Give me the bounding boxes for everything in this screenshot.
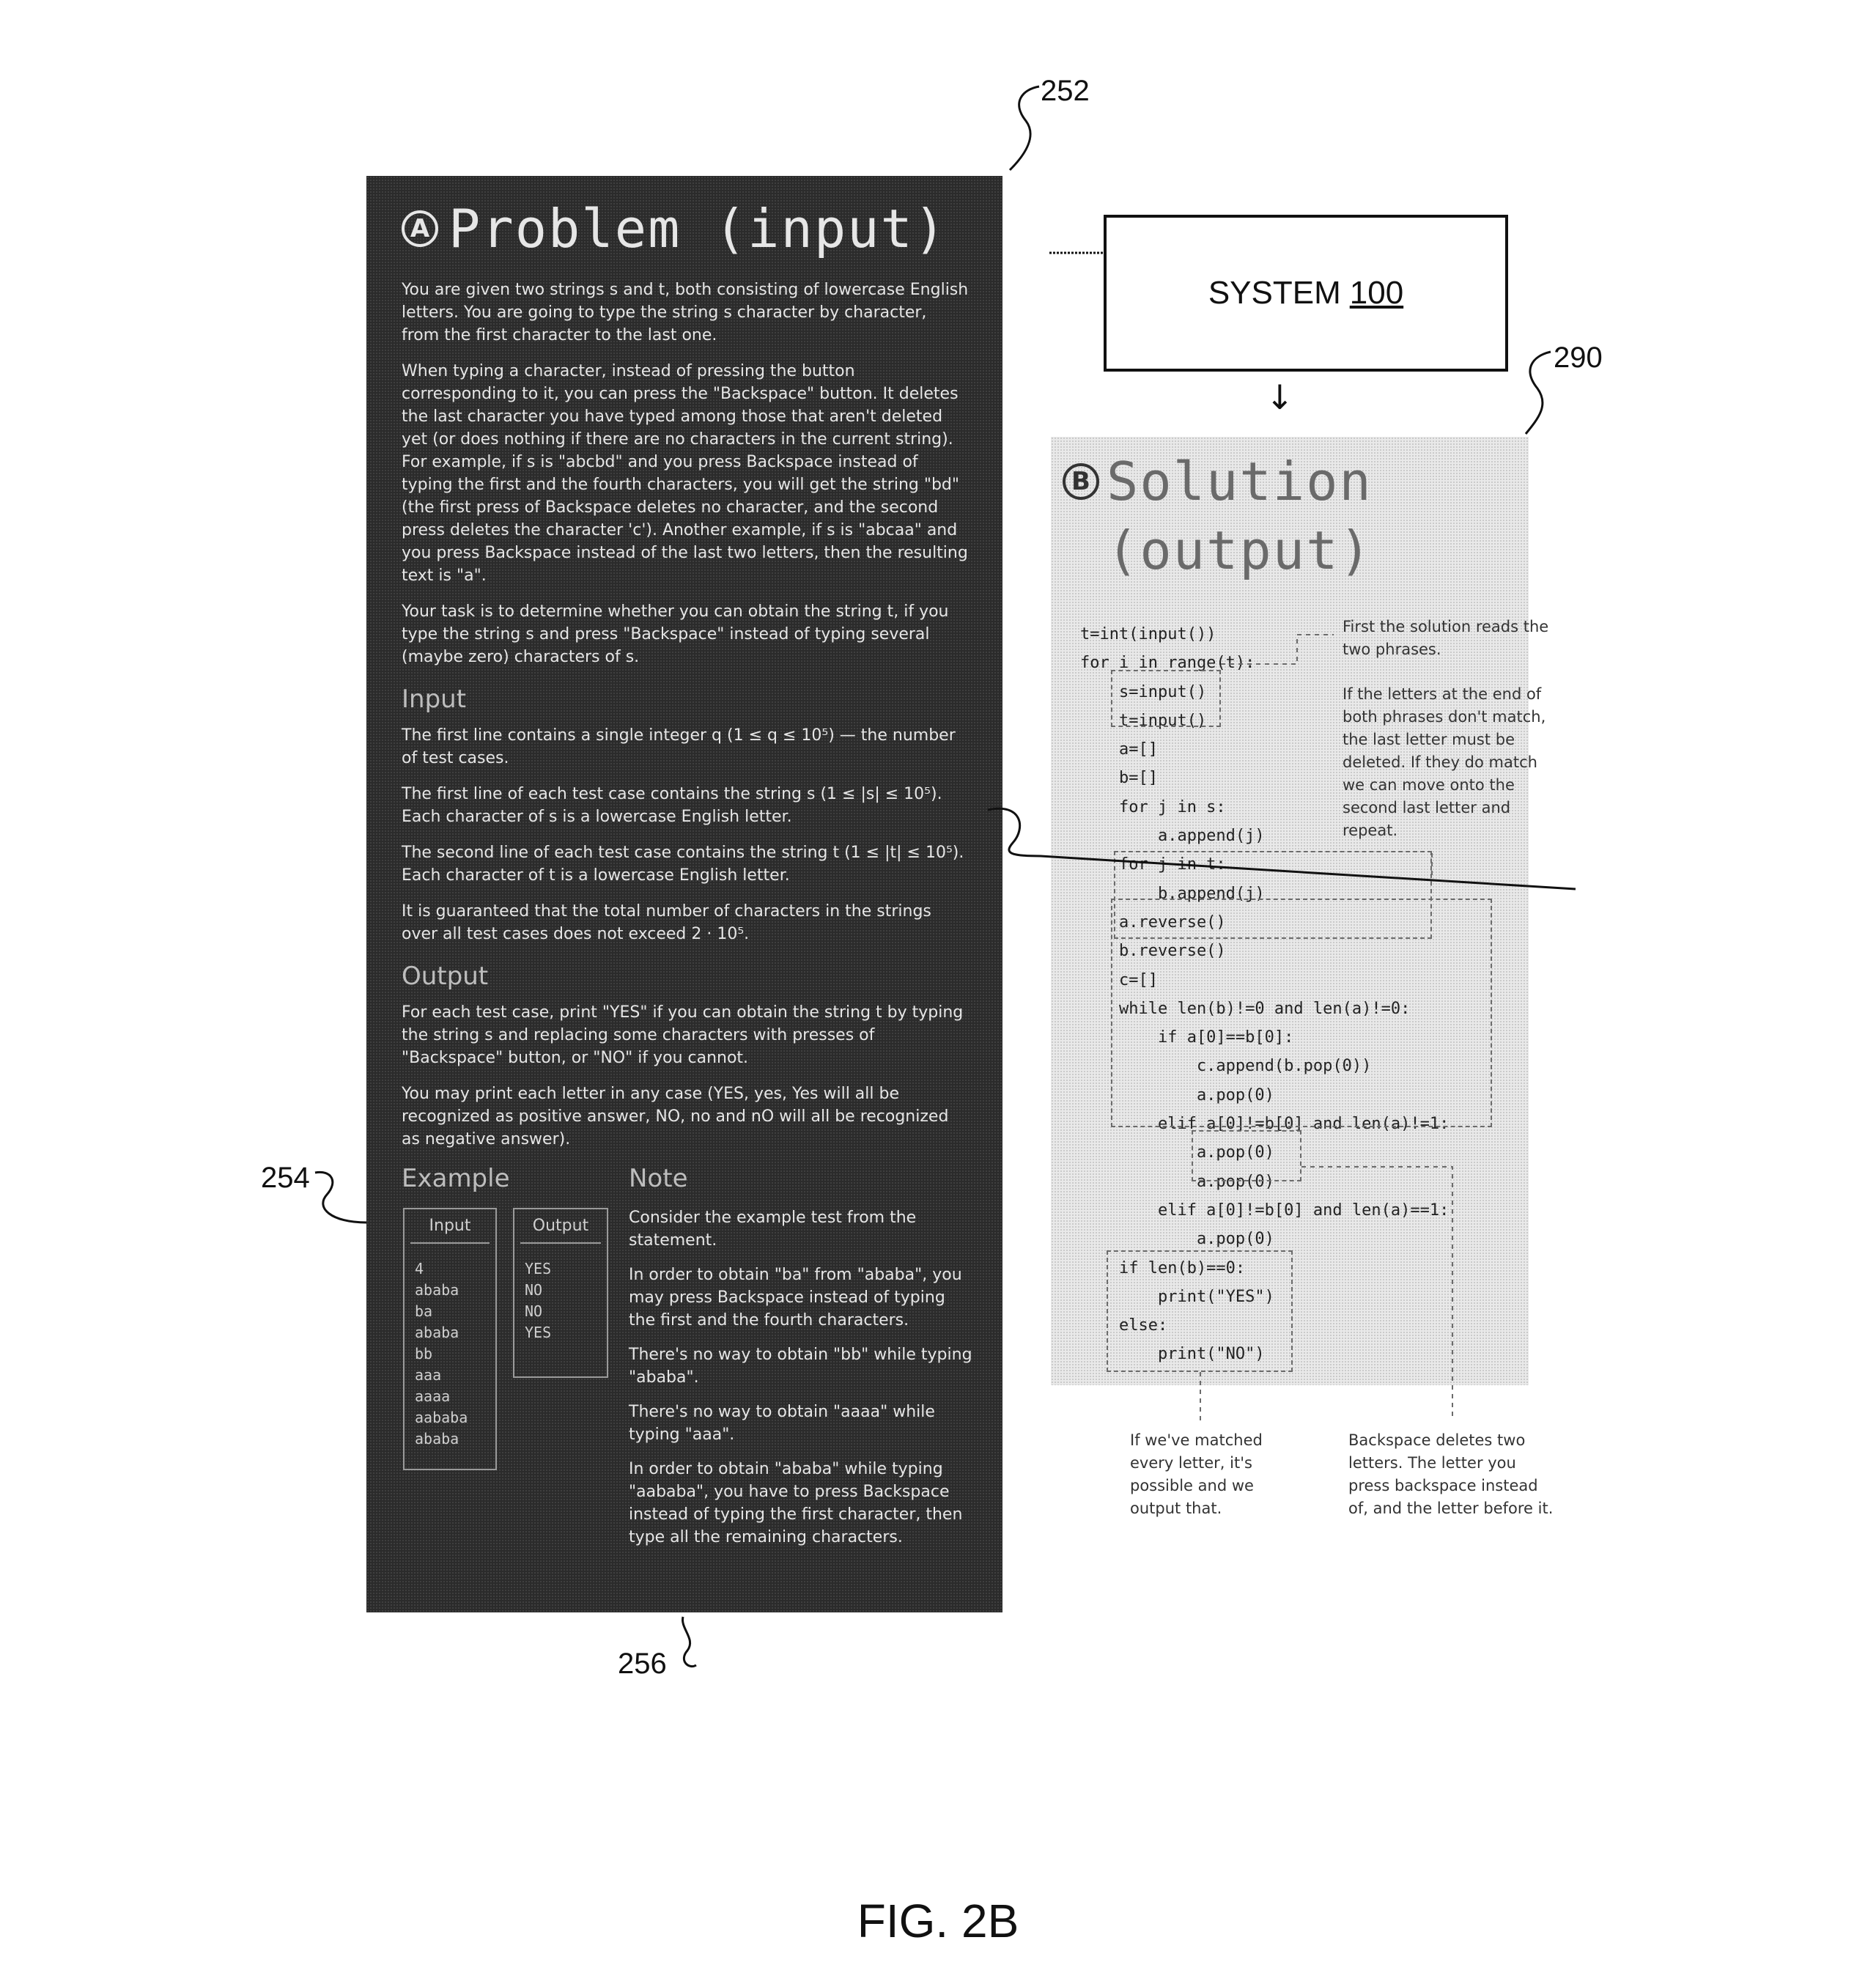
example-heading: Example (402, 1164, 510, 1193)
output-paragraph: You may print each letter in any case (YES, yes, Yes will all be recognized as positive answer, NO, no and nO will all be recognized as negative answer). (402, 1085, 949, 1148)
problem-heading: Problem (input) (448, 198, 948, 259)
ref-256: 256 (618, 1648, 667, 1680)
annotation-match: If the letters at the end of both phrases don't match, the last letter must be deleted. If they do match we can move onto the second last letter and repeat. (1343, 685, 1546, 839)
solution-code: t=int(input()) for i in range(t): s=input() t=input() a=[] b=[] for j in s: a.append(j) for j in t: b.append(j) a.reverse() b.reverse() c=[] while len(b)!=0 and len(a)!=0: if a[0]==b[0]: c.append(b.pop(0)) a.pop(0) elif a[0]!=b[0] and len(a)!=1: a.pop(0) a.pop(0) elif a[0]!=b[0] and len(a)==1: a.pop(0) if len(b)==0: print("YES") else: print("NO") (1080, 625, 1450, 1364)
ref-254: 254 (261, 1162, 310, 1194)
output-heading: Output (402, 962, 489, 991)
annotation-backspace: Backspace deletes two letters. The letter you press backspace instead of, and the letter before it. (1348, 1431, 1554, 1517)
solution-heading-line2: (output) (1107, 520, 1373, 581)
leader-262 (988, 808, 1576, 889)
note-paragraph: There's no way to obtain "bb" while typing "ababa". (629, 1346, 972, 1387)
system-number: 100 (1349, 275, 1404, 311)
input-paragraph: It is guaranteed that the total number of characters in the strings over all test cases does not exceed 2 · 10⁵. (402, 902, 931, 943)
figure-caption: FIG. 2B (857, 1895, 1019, 1947)
system-label: SYSTEM (1208, 275, 1341, 311)
example-output-label: Output (520, 1209, 601, 1244)
example-output-lines: YES NO NO YES (525, 1260, 552, 1341)
input-heading: Input (402, 685, 467, 714)
problem-paragraph: Your task is to determine whether you can obtain the string t, if you type the string s and press "Backspace" instead of typing several (maybe zero) characters of s. (402, 602, 949, 666)
annotation-output: If we've matched every letter, it's possible and we output that. (1130, 1431, 1263, 1517)
input-paragraph: The first line of each test case contains the string s (1 ≤ |s| ≤ 10⁵). Each character of s is a lowercase English letter. (402, 785, 942, 826)
note-paragraph: In order to obtain "ababa" while typing "aababa", you have to press Backspace instead of typing the first character, then type all the remaining characters. (629, 1460, 963, 1546)
leader-256 (683, 1617, 696, 1667)
circle-b-icon: B (1063, 463, 1099, 500)
note-paragraph: There's no way to obtain "aaaa" while typing "aaa". (629, 1403, 935, 1444)
arrow-down-icon: ↓ (1266, 377, 1294, 417)
ref-290: 290 (1554, 342, 1603, 374)
note-paragraph: In order to obtain "ba" from "ababa", you may press Backspace instead of typing the first and the fourth characters. (629, 1266, 962, 1330)
note-heading: Note (629, 1164, 688, 1193)
note-paragraph: Consider the example test from the statement. (629, 1209, 917, 1250)
leader-252 (1010, 86, 1039, 170)
ref-252: 252 (1041, 75, 1090, 107)
problem-paragraph: You are given two strings s and t, both consisting of lowercase English letters. You are going to type the string s character by character, from the first character to the last one. (402, 281, 969, 344)
annotation-reads: First the solution reads the two phrases. (1343, 618, 1549, 658)
problem-paragraph: When typing a character, instead of pressing the button corresponding to it, you can press the "Backspace" button. It deletes the last character you have typed among those that aren't deleted yet (or does nothing if there are no characters in the current string). For example, if s is "abcbd" and you press Backspace instead of typing the first and the fourth characters, you will get the string "bd" (the first press of Backspace deletes no character, and the second press deletes the character 'c'). Another example, if s is "abcaa" and you press Backspace instead of the last two letters, then the resulting text is "a". (402, 362, 968, 585)
input-paragraph: The second line of each test case contains the string t (1 ≤ |t| ≤ 10⁵). Each character of t is a lowercase English letter. (402, 844, 964, 885)
connector-reads (1221, 635, 1334, 664)
connector-backspace (1301, 1167, 1452, 1420)
solution-heading-line1: Solution (1107, 451, 1373, 512)
leader-254 (315, 1172, 366, 1223)
input-paragraph: The first line contains a single integer q (1 ≤ q ≤ 10⁵) — the number of test cases. (402, 726, 956, 767)
example-input-lines: 4 ababa ba ababa bb aaa aaaa aababa ababa (415, 1260, 468, 1448)
example-input-label: Input (410, 1209, 490, 1244)
output-paragraph: For each test case, print "YES" if you can obtain the string t by typing the string s and replacing some characters with presses of "Backspace" button, or "NO" if you cannot. (402, 1003, 964, 1067)
leader-290 (1526, 352, 1551, 434)
circle-a-icon: A (402, 210, 438, 247)
